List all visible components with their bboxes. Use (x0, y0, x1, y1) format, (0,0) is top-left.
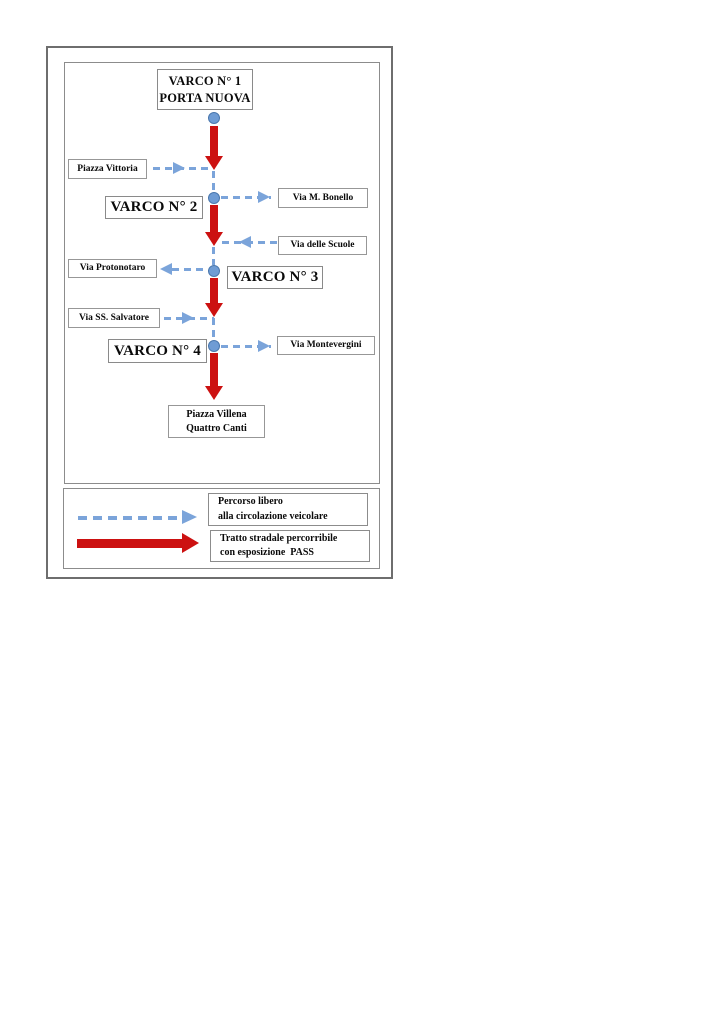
legend-pass-route-box (210, 530, 370, 562)
junction-dot-3 (208, 265, 220, 277)
varco-1-box (157, 69, 253, 110)
legend-pass-route-arrow (77, 533, 199, 553)
street-box-via-ss-salvatore (68, 308, 160, 328)
arrow-down-icon (205, 232, 223, 246)
street-label: Via delle Scuole (290, 240, 355, 251)
varco-2-box (105, 196, 203, 219)
varco-1-title: VARCO N° 1 (168, 73, 242, 88)
street-box-via-m-bonello (278, 188, 368, 208)
arrow-right-icon (258, 191, 270, 203)
street-box-via-montevergini (277, 336, 375, 355)
legend-free-route-box (208, 493, 368, 526)
pass-arrow-3 (205, 278, 223, 317)
destination-box (168, 405, 265, 438)
arrow-shaft (210, 126, 218, 156)
free-route-vertical-3 (212, 318, 215, 340)
varco-4-title: VARCO N° 4 (114, 342, 201, 359)
free-route-vertical-1 (212, 171, 215, 192)
arrow-down-icon (205, 386, 223, 400)
arrow-shaft (210, 278, 218, 303)
legend-pass-route-line2: con esposizione PASS (220, 547, 314, 558)
free-route-vertical-2 (212, 247, 215, 265)
varco-3-box (227, 266, 323, 289)
street-label: Piazza Vittoria (77, 163, 138, 174)
street-box-piazza-vittoria (68, 159, 147, 179)
arrow-shaft (210, 205, 218, 232)
arrow-left-icon (160, 263, 172, 275)
destination-line1: Piazza Villena (186, 409, 247, 420)
pass-arrow-1 (205, 126, 223, 170)
street-label: Via Protonotaro (79, 263, 146, 274)
junction-dot-4 (208, 340, 220, 352)
street-box-via-delle-scuole (278, 236, 367, 255)
arrow-right-icon (182, 510, 197, 524)
destination-line2: Quattro Canti (186, 422, 247, 434)
arrow-right-icon (182, 533, 199, 553)
pass-arrow-2 (205, 205, 223, 246)
pass-arrow-4 (205, 353, 223, 400)
arrow-left-icon (239, 236, 251, 248)
street-label: Via Montevergini (290, 340, 362, 351)
street-label: Via M. Bonello (292, 192, 354, 203)
varco-4-box (108, 339, 207, 363)
free-route-line-via-protonotaro (172, 268, 208, 271)
street-label: Via SS. Salvatore (79, 312, 149, 323)
legend-free-route-line (78, 516, 180, 520)
junction-dot-2 (208, 192, 220, 204)
legend-free-route-line1: Percorso libero (218, 496, 283, 507)
arrow-down-icon (205, 303, 223, 317)
arrow-right-icon (258, 340, 270, 352)
varco-1-subtitle: PORTA NUOVA (159, 90, 251, 105)
arrow-right-icon (182, 312, 194, 324)
street-box-via-protonotaro (68, 259, 157, 278)
legend-free-route-line2: alla circolazione veicolare (218, 510, 328, 522)
legend-pass-route-line1: Tratto stradale percorribile (220, 532, 338, 544)
varco-2-title: VARCO N° 2 (110, 199, 198, 216)
arrow-shaft (210, 353, 218, 386)
varco-3-title: VARCO N° 3 (231, 269, 319, 286)
arrow-shaft (77, 539, 182, 548)
arrow-right-icon (173, 162, 185, 174)
junction-dot-1 (208, 112, 220, 124)
